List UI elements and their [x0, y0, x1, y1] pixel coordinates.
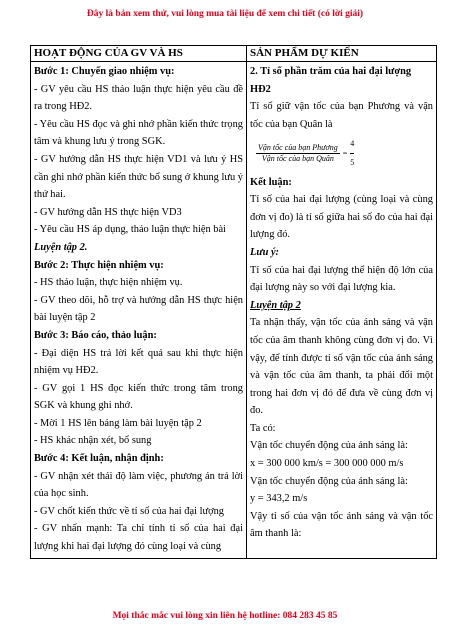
step4-line: - GV nhận xét thái độ làm việc, phương án trả lời của học sinh. — [34, 470, 243, 500]
step3-line: - Đại diện HS trả lời kết quả sau khi thực hiện nhiệm vụ HĐ2. — [34, 347, 243, 377]
light-speed-value: x = 300 000 km/s = 300 000 000 m/s — [250, 458, 404, 470]
header-activities: HOẠT ĐỘNG CỦA GV VÀ HS — [31, 46, 247, 62]
step4-title: Bước 4: Kết luận, nhận định: — [34, 453, 164, 465]
step4-line: - GV nhấn mạnh: Ta chỉ tính tỉ số của hai đại lượng khi hai đại lượng đó cùng loại và cùng — [34, 523, 243, 553]
sound-speed-value: y = 343,2 m/s — [250, 493, 308, 505]
note-title: Lưu ý: — [250, 246, 280, 258]
conclusion-title: Kết luận: — [250, 176, 292, 188]
formula-equals: = — [342, 148, 348, 158]
formula-numerator: Vận tốc của bạn Phư — [258, 142, 326, 152]
practice-2-label: Luyện tập 2. — [34, 241, 88, 253]
note-text: Tỉ số của hai đại lượng thể hiện độ lớn của đại lượng này so với đại lượng kia. — [250, 264, 433, 294]
step3-line: - GV gọi 1 HS đọc kiến thức trong tâm trong SGK và khung ghi nhớ. — [34, 382, 243, 412]
practice-text: Ta nhận thấy, vận tốc của ánh sáng và vận tốc của âm thanh không cùng đơn vị đo. Vì vậy, để tính được tỉ số vận tốc của ánh sáng và vận tốc của âm thanh, ta phải đổi một trong hai đơn vị đó để đưa về cùng đơn vị đo. — [250, 317, 433, 417]
step3-line: - HS khác nhận xét, bổ sung — [34, 435, 152, 447]
formula-value-numerator: 4 — [350, 135, 354, 154]
step1-title: Bước 1: Chuyển giao nhiệm vụ: — [34, 66, 175, 77]
table-header-row — [31, 46, 437, 62]
practice-title: Luyện tập 2 — [250, 299, 301, 311]
formula-value-denominator: 5 — [350, 157, 355, 167]
hd2-label: HĐ2 — [250, 83, 271, 95]
step3-line: - Mời 1 HS lên bảng làm bài luyện tập 2 — [34, 417, 202, 429]
step2-line: - HS thảo luận, thực hiện nhiệm vụ. — [34, 277, 183, 289]
conclusion-text: Tỉ số của hai đại lượng (cùng loại và cùng đơn vị đo) là tỉ số giữa hai số đo của hai đại lượng đó. — [250, 194, 433, 241]
step4-line: - GV chốt kiến thức về tỉ số của hai đại lượng — [34, 505, 224, 517]
step1-line: - GV hướng dẫn HS thực hiện VD3 — [34, 206, 182, 218]
sound-speed-label: Vận tốc chuyển động của ánh sáng là: — [250, 475, 408, 487]
products-cell — [247, 62, 437, 559]
lesson-table — [30, 45, 437, 559]
light-speed-label: Vận tốc chuyển động của ánh sáng là: — [250, 440, 408, 452]
step1-line: - GV yêu cầu HS thảo luận thực hiện yêu cầu đề ra trong HĐ2. — [34, 83, 243, 113]
preview-notice: Đây là bản xem thử, vui lòng mua tài liệu để xem chi tiết (có lời giải) — [86, 9, 364, 19]
hotline-notice: Mọi thắc mắc vui lòng xin liên hệ hotline: 084 283 45 85 — [112, 611, 338, 621]
step2-title: Bước 2: Thực hiện nhiệm vụ: — [34, 259, 164, 271]
ratio-text: Vậy tỉ số của vận tốc ánh sáng và vận tốc âm thanh là: — [250, 510, 433, 540]
step3-title: Bước 3: Báo cáo, thảo luận: — [34, 329, 157, 341]
table-row — [31, 62, 437, 559]
step1-line: - GV hướng dẫn HS thực hiện VD1 và lưu ý HS cần ghi nhớ phần kiến thức bổ sung ở khung lưu ý thứ hai. — [34, 153, 243, 201]
hd2-text: Tỉ số giữ vận tốc của bạn Phương và vận tốc của bạn Quân là — [250, 101, 433, 130]
section-title: 2. Tỉ số phần trăm của hai đại lượng — [250, 66, 412, 77]
formula-denominator: Vận tốc của bạn Quân — [261, 153, 334, 163]
ta-co-label: Ta có: — [250, 422, 276, 434]
step1-line: - Yêu cầu HS đọc và ghi nhớ phần kiến thức trọng tâm và khung lưu ý trong SGK. — [34, 118, 243, 148]
step2-line: - GV theo dõi, hỗ trợ và hướng dẫn HS thực hiện bài luyện tập 2 — [34, 294, 243, 324]
activities-cell — [31, 62, 247, 559]
formula-numerator-end: ơng — [325, 142, 338, 152]
step1-line: - Yêu cầu HS áp dụng, thảo luận thực hiện bài — [34, 224, 226, 236]
velocity-ratio-formula — [256, 135, 354, 171]
header-products: SẢN PHẨM DỰ KIẾN — [247, 46, 437, 62]
